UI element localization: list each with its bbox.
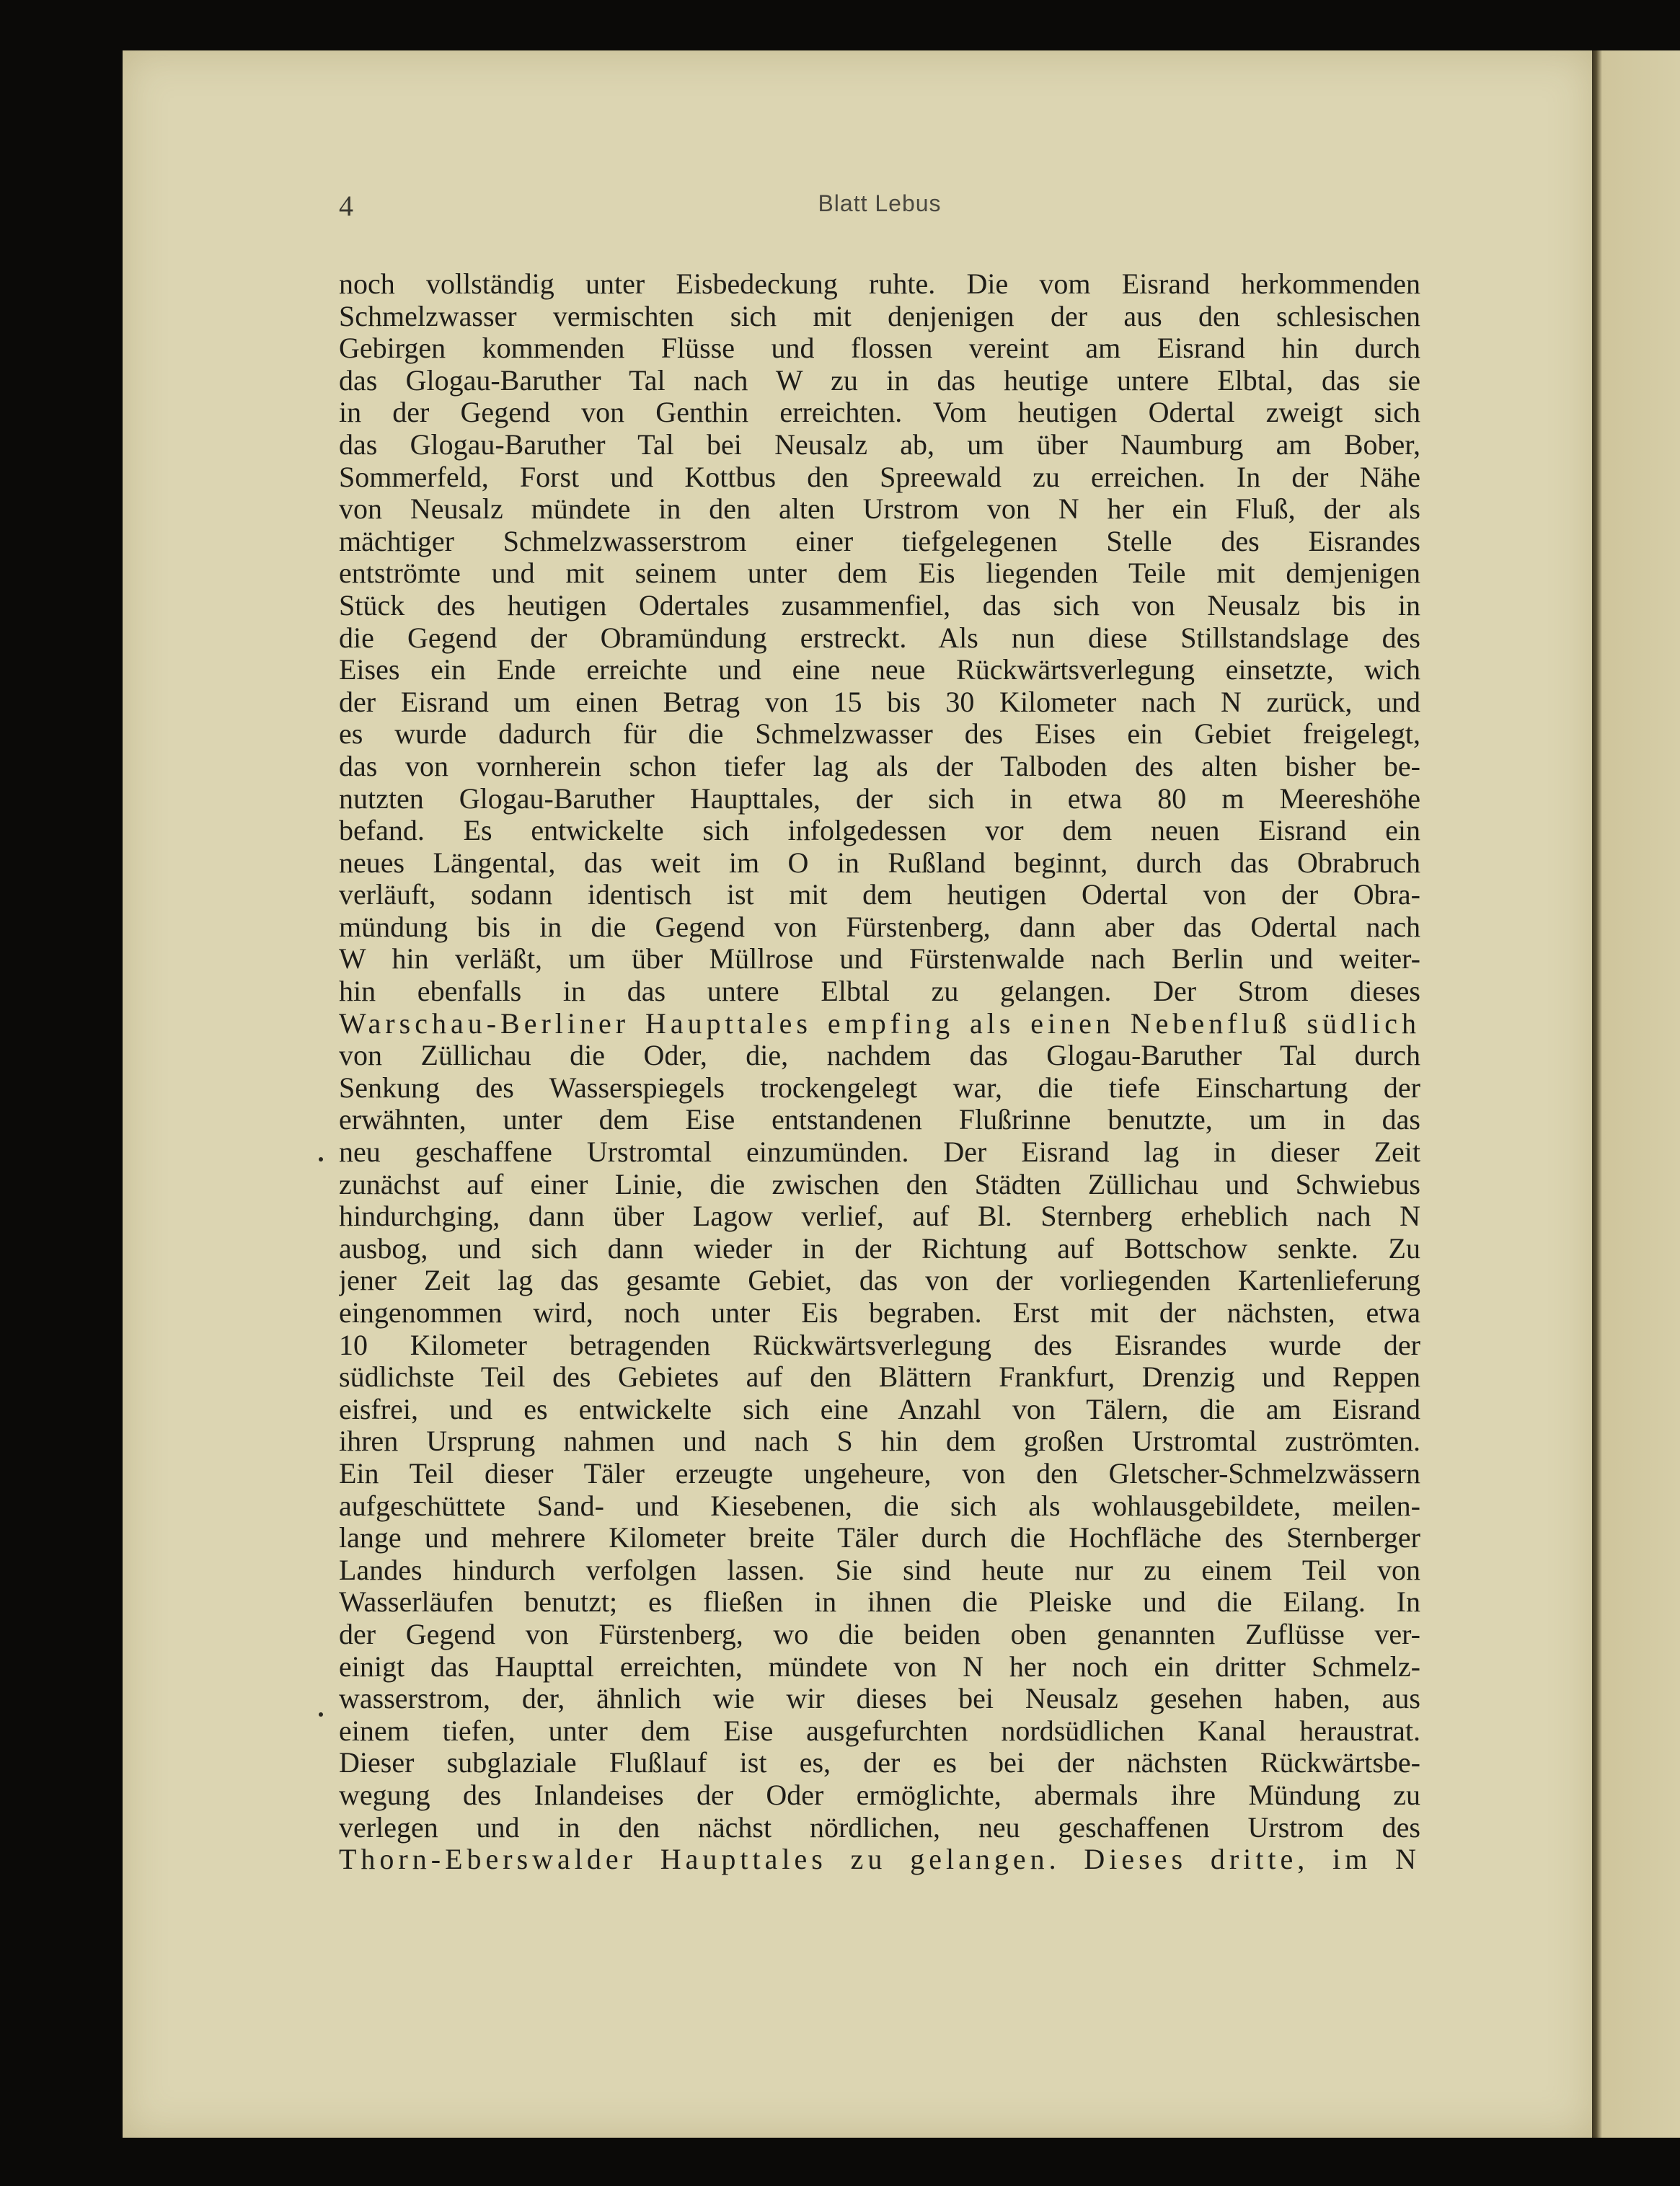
text-line: eingenommen wird, noch unter Eis begraben. Erst mit der nächsten, etwa	[339, 1297, 1420, 1329]
text-line: verläuft, sodann identisch ist mit dem heutigen Odertal von der Obra-	[339, 879, 1420, 911]
text-line: neues Längental, das weit im O in Rußland beginnt, durch das Obrabruch	[339, 846, 1420, 879]
text-line: von Neusalz mündete in den alten Urstrom von N her ein Fluß, der als	[339, 493, 1420, 526]
body-text	[339, 268, 1420, 1876]
text-line: Schmelzwasser vermischten sich mit denjenigen der aus den schlesischen	[339, 300, 1420, 332]
running-title: Blatt Lebus	[818, 190, 942, 216]
text-line: neu geschaffene Urstromtal einzumünden. Der Eisrand lag in dieser Zeit	[339, 1136, 1420, 1169]
text-line: es wurde dadurch für die Schmelzwasser des Eises ein Gebiet freigelegt,	[339, 718, 1420, 751]
text-line: noch vollständig unter Eisbedeckung ruhte. Die vom Eisrand herkommenden	[339, 268, 1420, 300]
text-line: lange und mehrere Kilometer breite Täler durch die Hochfläche des Sternberger	[339, 1522, 1420, 1554]
page-number: 4	[339, 190, 353, 222]
text-line: in der Gegend von Genthin erreichten. Vom heutigen Odertal zweigt sich	[339, 397, 1420, 429]
text-line: wasserstrom, der, ähnlich wie wir dieses bei Neusalz gesehen haben, aus	[339, 1683, 1420, 1715]
text-line: Stück des heutigen Odertales zusammenfiel, das sich von Neusalz bis in	[339, 589, 1420, 621]
text-line: die Gegend der Obramündung erstreckt. Als nun diese Stillstandslage des	[339, 621, 1420, 654]
text-line: das Glogau-Baruther Tal nach W zu in das heutige untere Elbtal, das sie	[339, 364, 1420, 397]
text-line: Warschau-Berliner Haupttales empfing als einen Nebenfluß südlich	[339, 1007, 1420, 1040]
text-line: einem tiefen, unter dem Eise ausgefurchten nordsüdlichen Kanal heraustrat.	[339, 1714, 1420, 1747]
text-line: entströmte und mit seinem unter dem Eis liegenden Teile mit demjenigen	[339, 557, 1420, 590]
text-line: 10 Kilometer betragenden Rückwärtsverlegung des Eisrandes wurde der	[339, 1329, 1420, 1361]
margin-mark	[319, 1157, 323, 1161]
text-line: hin ebenfalls in das untere Elbtal zu gelangen. Der Strom dieses	[339, 975, 1420, 1008]
text-line: mächtiger Schmelzwasserstrom einer tiefgelegenen Stelle des Eisrandes	[339, 525, 1420, 557]
text-line: Gebirgen kommenden Flüsse und flossen vereint am Eisrand hin durch	[339, 332, 1420, 365]
text-line: Dieser subglaziale Flußlauf ist es, der es bei der nächsten Rückwärtsbe-	[339, 1747, 1420, 1779]
text-line: nutzten Glogau-Baruther Haupttales, der sich in etwa 80 m Meereshöhe	[339, 782, 1420, 815]
text-line: ihren Ursprung nahmen und nach S hin dem großen Urstromtal zuströmten.	[339, 1425, 1420, 1458]
text-line: Landes hindurch verfolgen lassen. Sie sind heute nur zu einem Teil von	[339, 1554, 1420, 1586]
text-line: erwähnten, unter dem Eise entstandenen Flußrinne benutzte, um in das	[339, 1104, 1420, 1136]
text-line: eisfrei, und es entwickelte sich eine Anzahl von Tälern, die am Eisrand	[339, 1393, 1420, 1425]
text-line: Wasserläufen benutzt; es fließen in ihnen die Pleiske und die Eilang. In	[339, 1586, 1420, 1619]
text-line: zunächst auf einer Linie, die zwischen den Städten Züllichau und Schwiebus	[339, 1168, 1420, 1200]
margin-mark	[319, 1712, 323, 1717]
text-line: hindurchging, dann über Lagow verlief, auf Bl. Sternberg erheblich nach N	[339, 1200, 1420, 1233]
text-line: Sommerfeld, Forst und Kottbus den Spreewald zu erreichen. In der Nähe	[339, 461, 1420, 493]
text-line: verlegen und in den nächst nördlichen, neu geschaffenen Urstrom des	[339, 1811, 1420, 1844]
text-line: W hin verläßt, um über Müllrose und Fürstenwalde nach Berlin und weiter-	[339, 943, 1420, 975]
text-line: Ein Teil dieser Täler erzeugte ungeheure, von den Gletscher-Schmelzwässern	[339, 1457, 1420, 1490]
text-line: aufgeschüttete Sand- und Kiesebenen, die sich als wohlausgebildete, meilen-	[339, 1490, 1420, 1522]
facing-page-edge	[1592, 50, 1680, 2138]
text-line: das von vornherein schon tiefer lag als der Talboden des alten bisher be-	[339, 750, 1420, 782]
text-line: Thorn-Eberswalder Haupttales zu gelangen. Dieses dritte, im N	[339, 1844, 1420, 1876]
text-line: ausbog, und sich dann wieder in der Richtung auf Bottschow senkte. Zu	[339, 1232, 1420, 1265]
text-line: südlichste Teil des Gebietes auf den Blättern Frankfurt, Drenzig und Reppen	[339, 1361, 1420, 1394]
text-line: mündung bis in die Gegend von Fürstenberg, dann aber das Odertal nach	[339, 911, 1420, 943]
text-line: wegung des Inlandeises der Oder ermöglichte, abermals ihre Mündung zu	[339, 1779, 1420, 1811]
text-line: von Züllichau die Oder, die, nachdem das Glogau-Baruther Tal durch	[339, 1040, 1420, 1072]
text-line: jener Zeit lag das gesamte Gebiet, das von der vorliegenden Kartenlieferung	[339, 1265, 1420, 1297]
text-line: der Gegend von Fürstenberg, wo die beiden oben genannten Zuflüsse ver-	[339, 1618, 1420, 1650]
text-line: einigt das Haupttal erreichten, mündete von N her noch ein dritter Schmelz-	[339, 1650, 1420, 1683]
text-line: das Glogau-Baruther Tal bei Neusalz ab, um über Naumburg am Bober,	[339, 428, 1420, 461]
running-head	[339, 189, 1420, 225]
text-line: befand. Es entwickelte sich infolgedessen vor dem neuen Eisrand ein	[339, 815, 1420, 847]
text-line: Eises ein Ende erreichte und eine neue Rückwärtsverlegung einsetzte, wich	[339, 654, 1420, 686]
text-line: Senkung des Wasserspiegels trockengelegt war, die tiefe Einschartung der	[339, 1071, 1420, 1104]
text-line: der Eisrand um einen Betrag von 15 bis 30 Kilometer nach N zurück, und	[339, 686, 1420, 718]
